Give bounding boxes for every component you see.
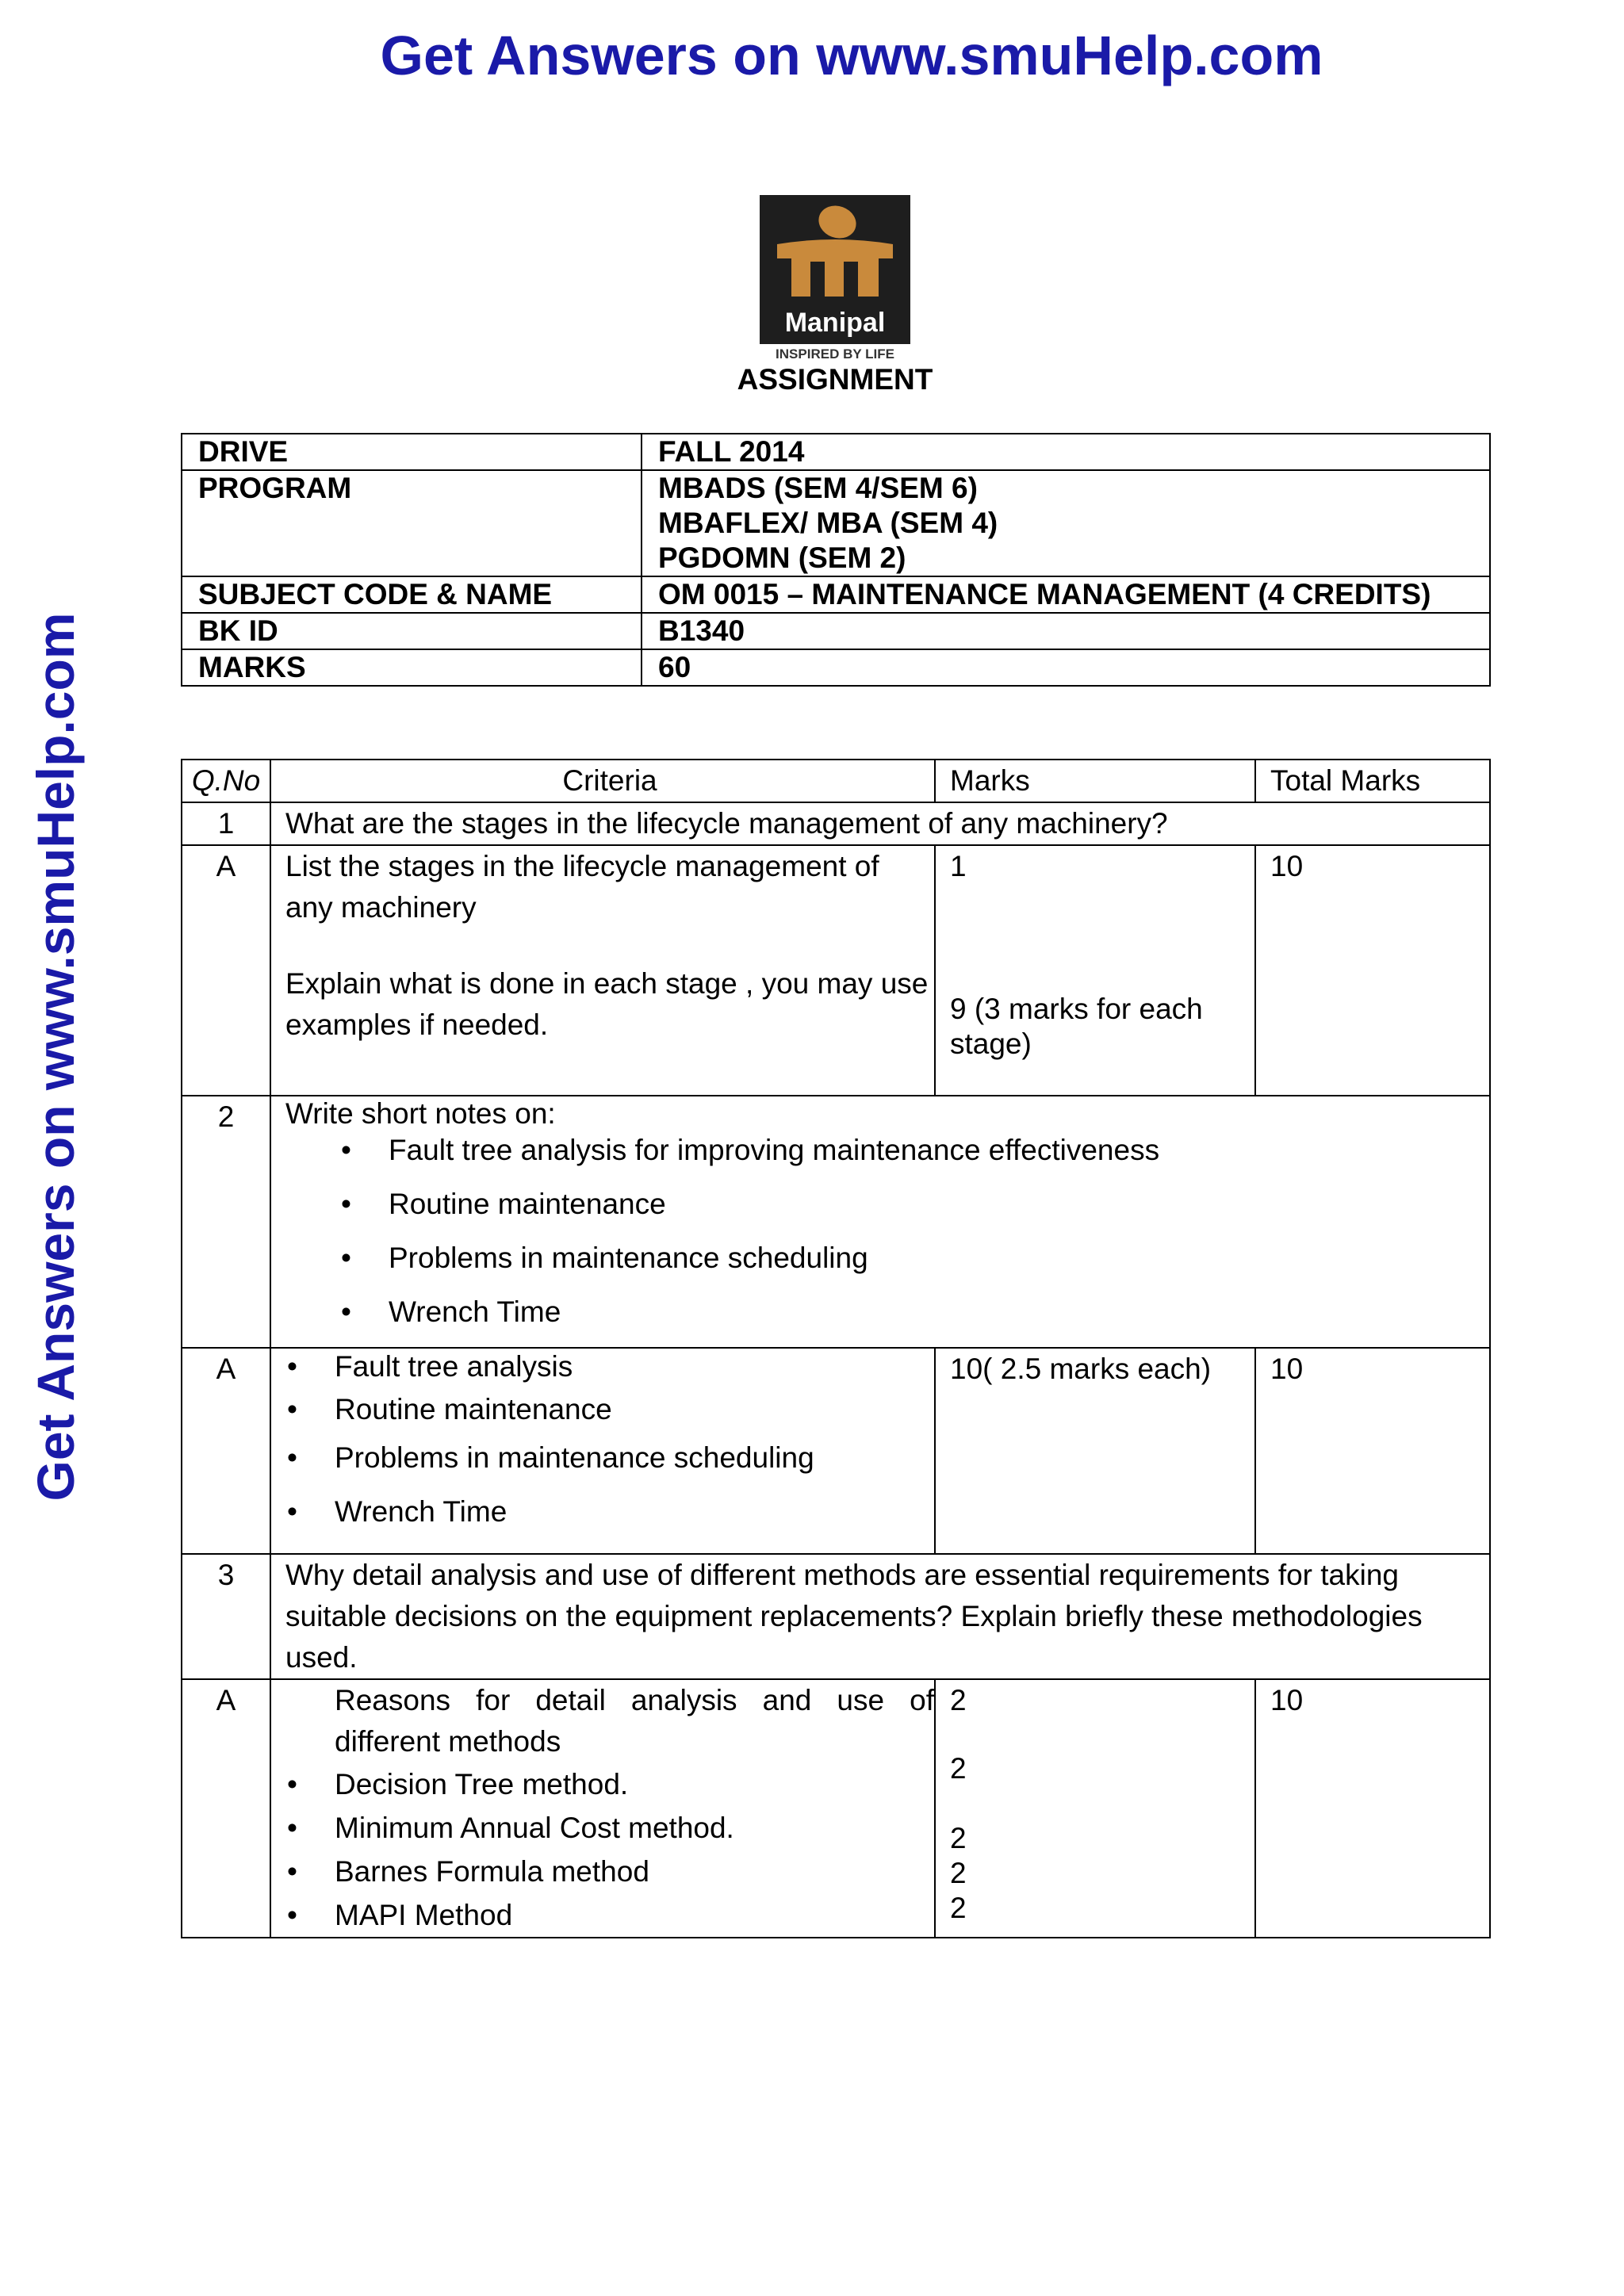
logo-tagline: INSPIRED BY LIFE	[776, 346, 894, 362]
info-key: MARKS	[182, 649, 642, 686]
table-row-q2	[182, 1096, 1490, 1348]
list-item: • Routine maintenance	[389, 1177, 1489, 1231]
header-total: Total Marks	[1255, 760, 1490, 802]
marks-table	[181, 759, 1491, 1938]
info-key: SUBJECT CODE & NAME	[182, 576, 642, 613]
answer-no: A	[182, 845, 270, 1096]
info-row-drive	[182, 434, 1490, 470]
qno: 1	[182, 802, 270, 845]
list-item: • Routine maintenance	[335, 1388, 934, 1431]
question: Why detail analysis and use of different methods are essential requirements for taking suitable decisions on the equipment replacements? Explain briefly these methodologies used.	[270, 1554, 1490, 1679]
list-item: • Wrench Time	[389, 1285, 1489, 1339]
info-key: DRIVE	[182, 434, 642, 470]
info-value: B1340	[642, 613, 1490, 649]
criteria-cell	[270, 1348, 935, 1554]
table-row-q3-answer	[182, 1679, 1490, 1938]
side-banner[interactable]: Get Answers on www.smuHelp.com	[26, 612, 85, 1502]
answer-no: A	[182, 1348, 270, 1554]
info-table	[181, 433, 1491, 687]
info-row-program	[182, 470, 1490, 576]
list-item: • Problems in maintenance scheduling	[389, 1231, 1489, 1285]
question: What are the stages in the lifecycle management of any machinery?	[270, 802, 1490, 845]
criteria-text: Explain what is done in each stage , you may use examples if needed.	[285, 967, 929, 1041]
info-value: 60	[642, 649, 1490, 686]
list-item: • Fault tree analysis for improving maintenance effectiveness	[389, 1123, 1489, 1177]
list-item: • Barnes Formula method	[335, 1850, 934, 1893]
header-qno: Q.No	[182, 760, 270, 802]
info-key: PROGRAM	[182, 470, 642, 576]
question: Write short notes on:	[285, 1097, 556, 1130]
table-row-q1-answer	[182, 845, 1490, 1096]
manipal-logo	[760, 195, 910, 363]
list-item: • Decision Tree method.	[335, 1762, 934, 1806]
marks-cell: 2 2 2 2 2	[935, 1679, 1255, 1938]
list-item: • MAPI Method	[335, 1893, 934, 1937]
answer-no: A	[182, 1679, 270, 1938]
marks-cell: 10( 2.5 marks each)	[935, 1348, 1255, 1554]
table-header-row	[182, 760, 1490, 802]
total-cell: 10	[1255, 1348, 1490, 1554]
table-row-q1	[182, 802, 1490, 845]
info-key: BK ID	[182, 613, 642, 649]
list-item: • Problems in maintenance scheduling	[335, 1431, 934, 1485]
logo-name: Manipal	[784, 308, 886, 338]
list-item: • Wrench Time	[335, 1485, 934, 1539]
list-item: • Minimum Annual Cost method.	[335, 1806, 934, 1850]
info-value: MBADS (SEM 4/SEM 6) MBAFLEX/ MBA (SEM 4) PGDOMN (SEM 2)	[642, 470, 1490, 576]
marks-text: 9 (3 marks for each stage)	[950, 993, 1203, 1060]
info-row-bkid	[182, 613, 1490, 649]
qno: 2	[182, 1096, 270, 1348]
list-item: • Fault tree analysis	[335, 1345, 934, 1388]
criteria-text: Reasons for detail analysis and use of different methods	[335, 1684, 934, 1758]
info-value: FALL 2014	[642, 434, 1490, 470]
top-banner[interactable]: Get Answers on www.smuHelp.com	[380, 25, 1323, 86]
info-row-subject	[182, 576, 1490, 613]
assignment-title: ASSIGNMENT	[737, 363, 933, 396]
table-row-q3	[182, 1554, 1490, 1679]
total-cell: 10	[1255, 1679, 1490, 1938]
marks-cell	[935, 845, 1255, 1096]
header-criteria: Criteria	[270, 760, 935, 802]
info-value: OM 0015 – MAINTENANCE MANAGEMENT (4 CREDITS)	[642, 576, 1490, 613]
question-cell	[270, 1096, 1490, 1348]
header-marks: Marks	[935, 760, 1255, 802]
criteria-text: List the stages in the lifecycle management of any machinery	[285, 850, 879, 924]
qno: 3	[182, 1554, 270, 1679]
info-row-marks	[182, 649, 1490, 686]
total-cell: 10	[1255, 845, 1490, 1096]
criteria-cell	[270, 845, 935, 1096]
marks-text: 1	[950, 850, 967, 882]
criteria-cell	[270, 1679, 935, 1938]
table-row-q2-answer	[182, 1348, 1490, 1554]
